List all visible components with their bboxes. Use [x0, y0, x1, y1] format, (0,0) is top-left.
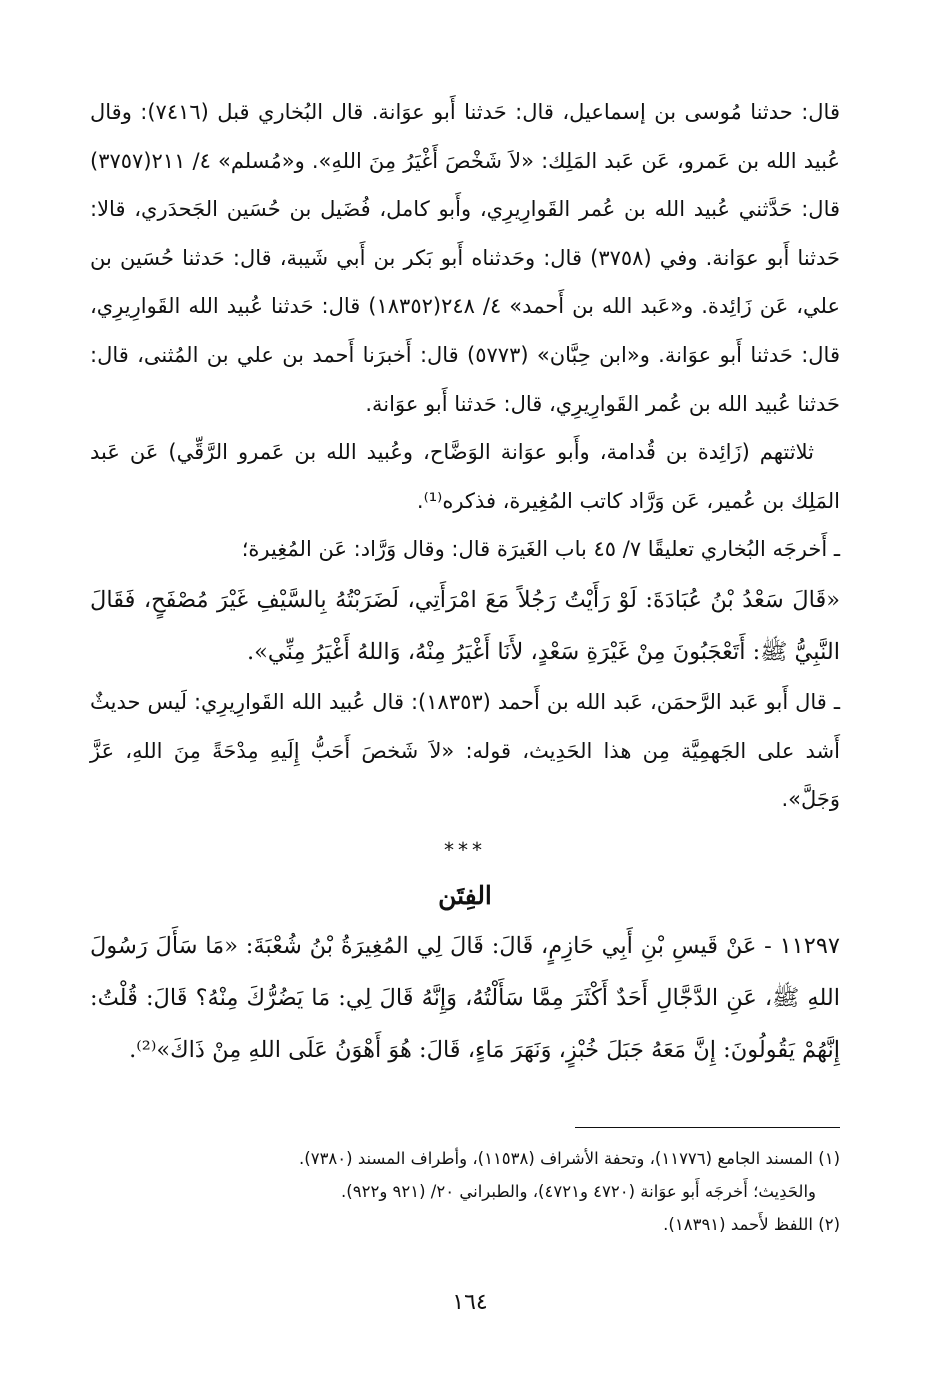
page-number: ١٦٤	[452, 1290, 488, 1315]
page-body	[90, 88, 840, 1076]
footnote-divider	[575, 1127, 840, 1128]
footnote-2: (٢) اللفظ لأَحمد (١٨٣٩١).	[663, 1215, 840, 1234]
footnote-1: (١) المسند الجامع (١١٧٧٦)، وتحفة الأشراف (١١٥٣٨)، وأطراف المسند (٧٣٨٠).	[299, 1149, 840, 1168]
section-title: الفِتَن	[438, 880, 492, 910]
footnotes	[90, 1127, 840, 1241]
quote-sad-ibn-ubada: «قَالَ سَعْدُ بْنُ عُبَادَةَ: لَوْ رَأَيْتُ رَجُلاً مَعَ امْرَأَتِي، لَضَرَبْتُهُ بِالسَّيْفِ غَيْرَ مُصْفَحٍ، فَقَالَ النَّبِيُّ ﷺ: أَتَعْجَبُونَ مِنْ غَيْرَةِ سَعْدٍ، لأَنَا أَغْيَرُ مِنْهُ، وَاللهُ أَغْيَرُ مِنِّي».	[90, 586, 840, 665]
section-separator: ***	[444, 837, 486, 862]
paragraph-chain-of-narration: قال: حدثنا مُوسى بن إسماعيل، قال: حَدثنا أَبو عوَانة. قال البُخاري قبل (٧٤١٦): وقال عُبيد الله بن عَمرو، عَن عَبد المَلِك: «لاَ شَخْصَ أَغْيَرُ مِنَ اللهِ». و«مُسلم» ٤/ ٢١١(٣٧٥٧) قال: حَدَّثني عُبيد الله بن عُمر القَوارِيرِي، وأَبو كامل، فُضَيل بن حُسَين الجَحدَري، قالا: حَدثنا أَبو عوَانة. وفي (٣٧٥٨) قال: وحَدثناه أَبو بَكر بن أَبي شَيبة، قال: حَدثنا حُسَين بن علي، عَن زَائِدة. و«عَبد الله بن أَحمد» ٤/ ٢٤٨(١٨٣٥٢) قال: حَدثنا عُبيد الله القَوارِيرِي، قال: حَدثنا أَبو عوَانة. و«ابن حِبَّان» (٥٧٧٣) قال: أَخبرَنا أَحمد بن علي بن المُثنى، قال: حَدثنا عُبيد الله بن عُمر القَوارِيرِي، قال: حَدثنا أَبو عوَانة.	[90, 100, 841, 416]
paragraph-bukhari-ta'liq: ـ أَخرجَه البُخاري تعليقًا ٧/ ٤٥ باب الغَيرَة قال: وقال وَرَّاد: عَن المُغِيرة؛	[241, 537, 840, 562]
hadith-entry	[90, 920, 840, 1076]
paragraph-three-narrators: ثلاثتهم (زَائِدة بن قُدامة، وأَبو عوَانة الوَضَّاح، وعُبيد الله بن عَمرو الرَّقِّي) عَن عَبد المَلِك بن عُمير، عَن وَرَّاد كاتب المُغِيرة، فذكره⁽¹⁾.	[90, 440, 840, 513]
footnote-1-continued: والحَدِيث؛ أَخرجَه أَبو عوَانة (٤٧٢٠ و٤٧٢١)، والطبراني ٢٠/ (٩٢١ و٩٢٢).	[341, 1182, 816, 1201]
hadith-number: ١١٢٩٧	[779, 932, 840, 959]
paragraph-abu-abd-al-rahman: ـ قال أَبو عَبد الرَّحمَن، عَبد الله بن أَحمد (١٨٣٥٣): قال عُبيد الله القَوارِيرِي: لَيس حديثٌ أَشد على الجَهمِيَّة مِن هذا الحَدِيث، قوله: «لاَ شَخصَ أَحَبُّ إِلَيهِ مِدْحَةً مِنَ اللهِ، عَزَّ وَجَلَّ».	[90, 689, 841, 812]
hadith-text: - عَنْ قَيسِ بْنِ أَبِي حَازِمٍ، قَالَ: قَالَ لِي المُغِيرَةُ بْنُ شُعْبَةَ: «مَا سَأَلَ رَسُولَ اللهِ ﷺ، عَنِ الدَّجَّالِ أَحَدٌ أَكْثَرَ مِمَّا سَأَلْتُهُ، وَإِنَّهُ قَالَ لِي: مَا يَضُرُّكَ مِنْهُ؟ قَالَ: قُلْتُ: إِنَّهُمْ يَقُولُونَ: إِنَّ مَعَهُ جَبَلَ خُبْزٍ، وَنَهَرَ مَاءٍ، قَالَ: هُوَ أَهْوَنُ عَلَى اللهِ مِنْ ذَاكَ»⁽²⁾.	[90, 932, 840, 1063]
